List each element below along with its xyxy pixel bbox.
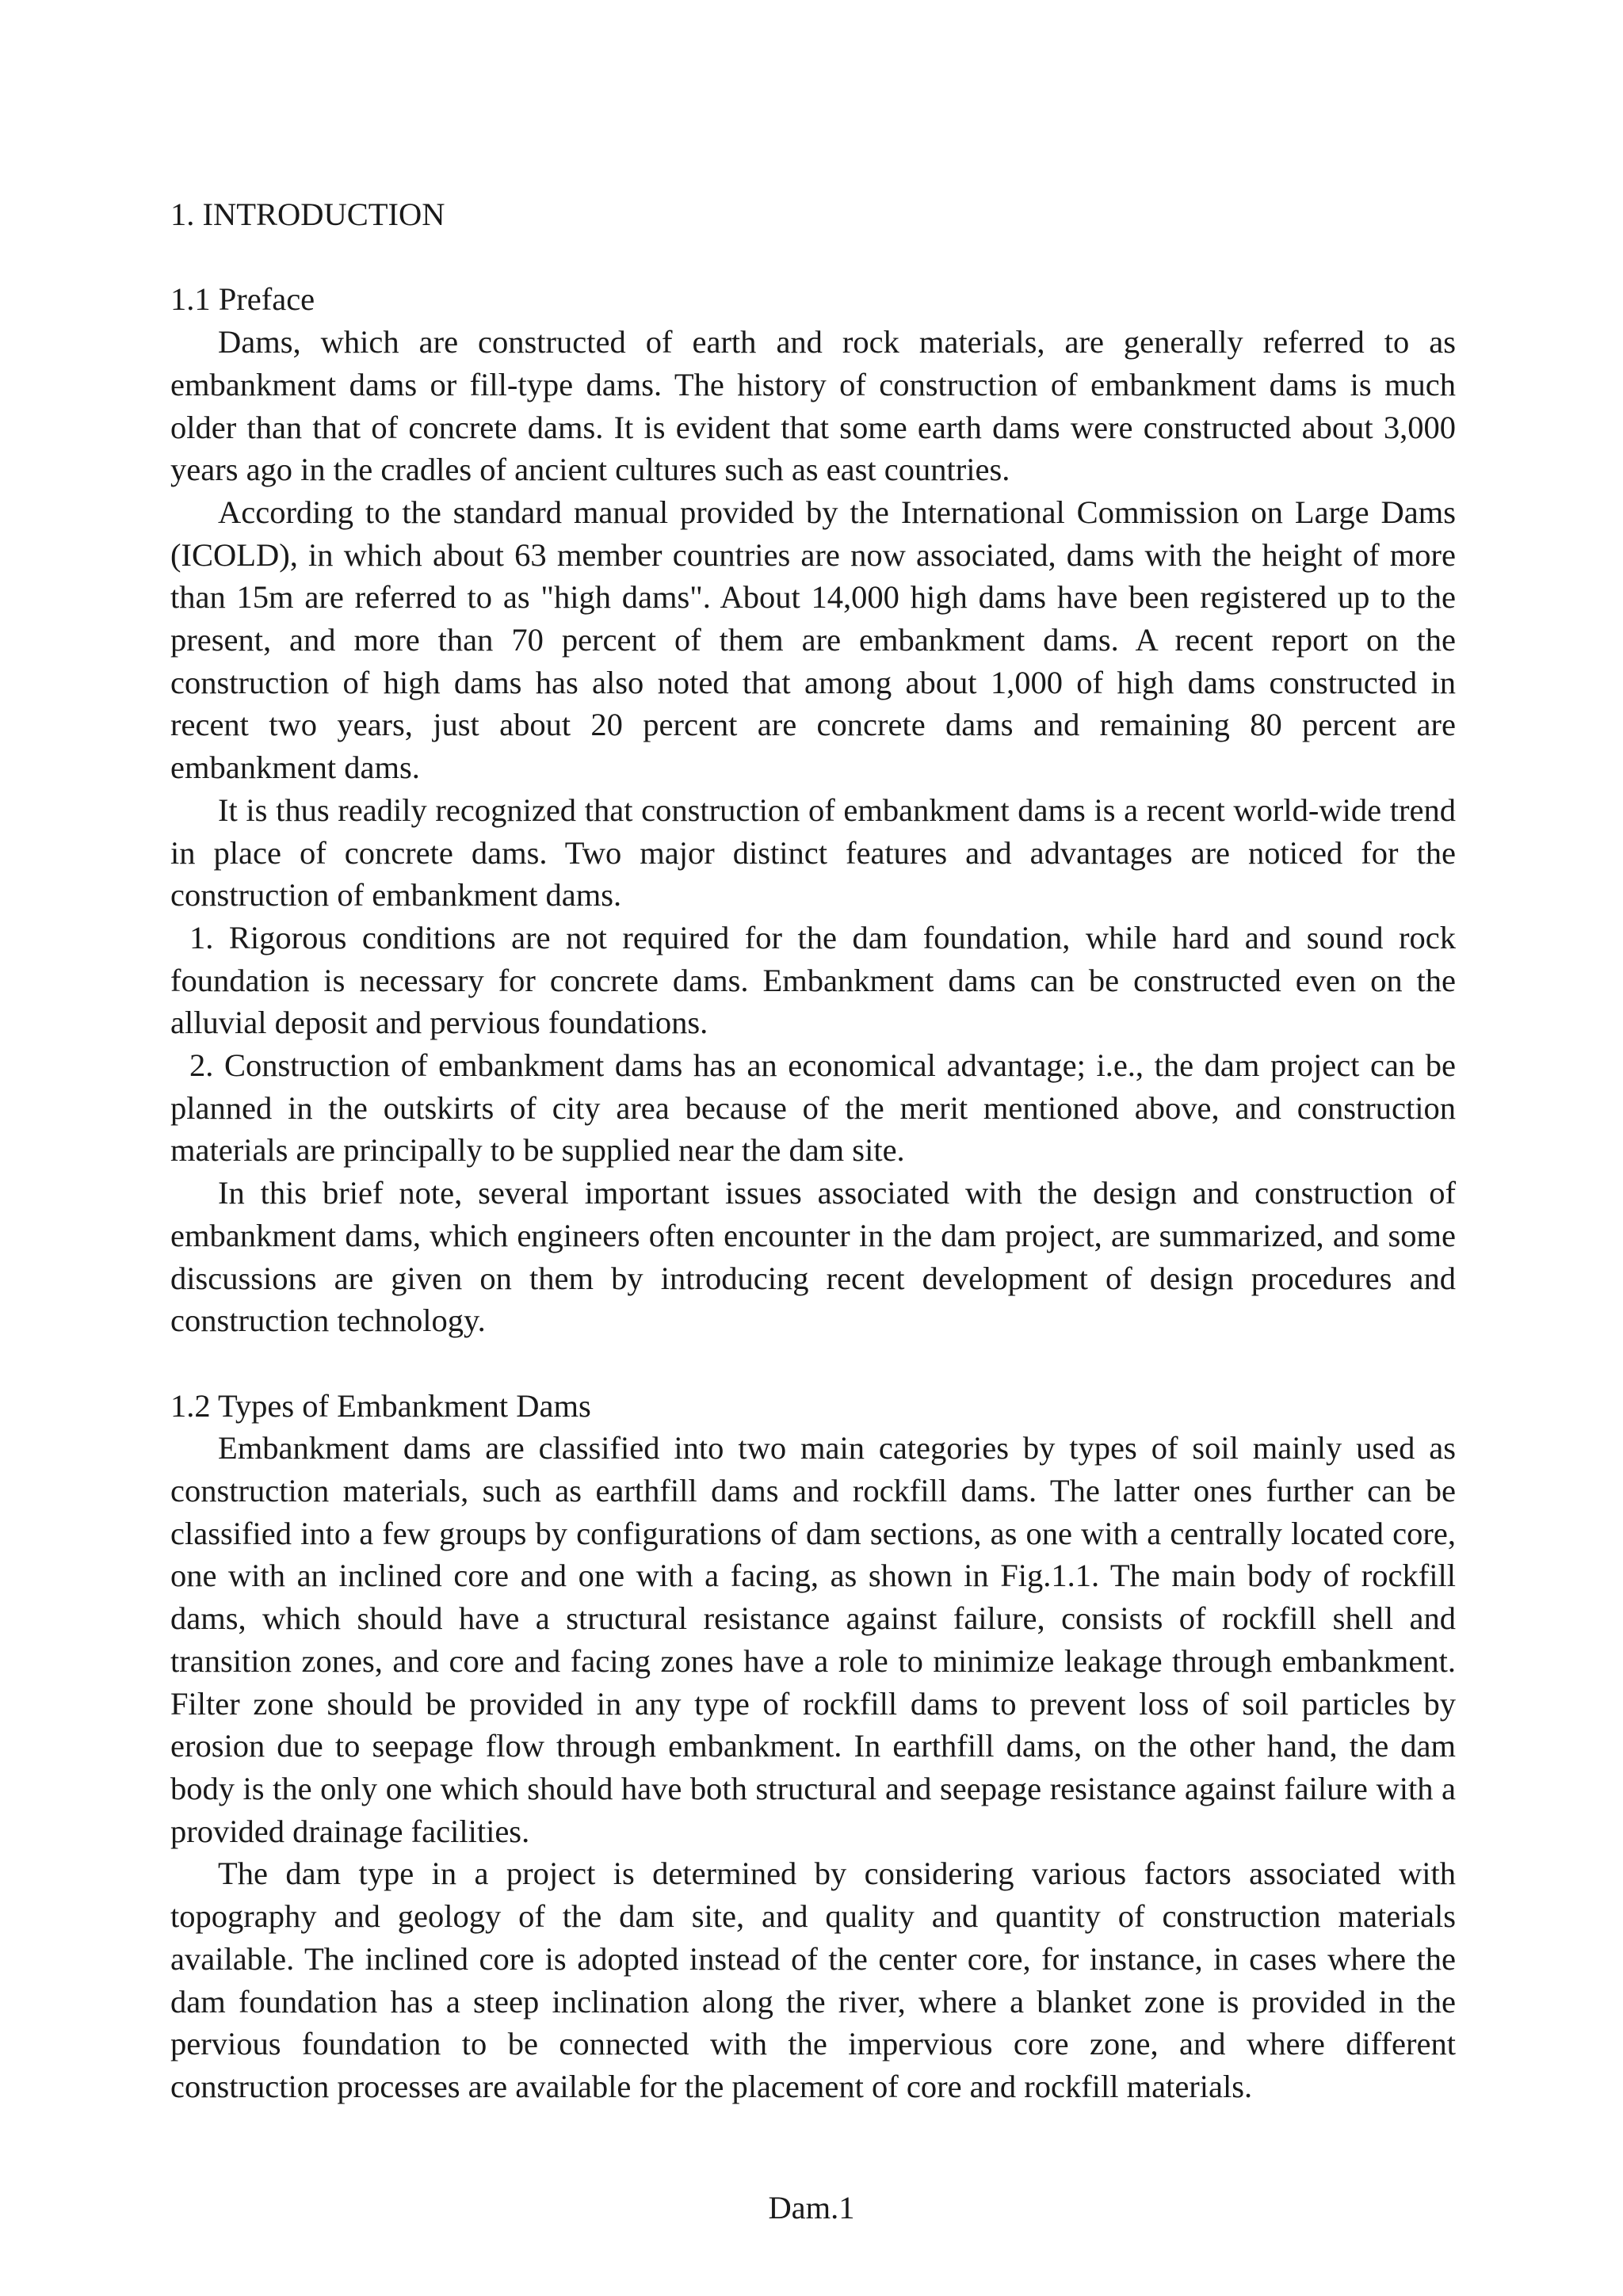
spacer xyxy=(170,1342,1456,1385)
paragraph: It is thus readily recognized that construction of embankment dams is a recent world-wide trend in place of concrete dams. Two major distinct features and advantages are noticed for the construction of embankment dams. xyxy=(170,791,1456,913)
page-body xyxy=(170,193,1456,2108)
section-heading: 1.1 Preface xyxy=(170,281,315,318)
paragraph: Dams, which are constructed of earth and rock materials, are generally referred to as embankment dams or fill-type dams. The history of construction of embankment dams is much older than that of concrete dams. It is evident that some earth dams were constructed about 3,000 years ago in the cradles of ancient cultures such as east countries. xyxy=(170,324,1456,488)
section-heading: 1.2 Types of Embankment Dams xyxy=(170,1387,591,1424)
page-footer: Dam.1 xyxy=(768,2190,855,2225)
paragraph: Embankment dams are classified into two main categories by types of soil mainly used as construction materials, such as earthfill dams and rockfill dams. The latter ones further can be classified into a few groups by configurations of dam sections, as one with a centrally located core, one with an inclined core and one with a facing, as shown in Fig.1.1. The main body of rockfill dams, which should have a structural resistance against failure, consists of rockfill shell and transition zones, and core and facing zones have a role to minimize leakage through embankment. Filter zone should be provided in any type of rockfill dams to prevent loss of soil particles by erosion due to seepage flow through embankment. In earthfill dams, on the other hand, the dam body is the only one which should have both structural and seepage resistance against failure with a provided drainage facilities. xyxy=(170,1430,1456,1849)
spacer xyxy=(170,236,1456,279)
paragraph: The dam type in a project is determined by considering various factors associated with topography and geology of the dam site, and quality and quantity of construction materials available. The inclined core is adopted instead of the center core, for instance, in cases where the dam foundation has a steep inclination along the river, where a blanket zone is provided in the pervious foundation to be connected with the impervious core zone, and where different construction processes are available for the placement of core and rockfill materials. xyxy=(170,1855,1456,2104)
paragraph: In this brief note, several important issues associated with the design and construction of embankment dams, which engineers often encounter in the dam project, are summarized, and some discussions are given on them by introducing recent development of design procedures and construction technology. xyxy=(170,1175,1456,1339)
paragraph: According to the standard manual provided by the International Commission on Large Dams (ICOLD), in which about 63 member countries are now associated, dams with the height of more than 15m are referred to as "high dams". About 14,000 high dams have been registered up to the present, and more than 70 percent of them are embankment dams. A recent report on the construction of high dams has also noted that among about 1,000 of high dams constructed in recent two years, just about 20 percent are concrete dams and remaining 80 percent are embankment dams. xyxy=(170,494,1456,786)
numbered-item: 1. Rigorous conditions are not required for the dam foundation, while hard and sound rock foundation is necessary for concrete dams. Embankment dams can be constructed even on the alluvial deposit and pervious foundations. xyxy=(170,919,1456,1041)
section-preface xyxy=(170,278,1456,1342)
chapter-title: 1. INTRODUCTION xyxy=(170,196,445,232)
section-types xyxy=(170,1385,1456,2108)
numbered-item: 2. Construction of embankment dams has an economical advantage; i.e., the dam project can be planned in the outskirts of city area because of the merit mentioned above, and construction materials are principally to be supplied near the dam site. xyxy=(170,1047,1456,1169)
